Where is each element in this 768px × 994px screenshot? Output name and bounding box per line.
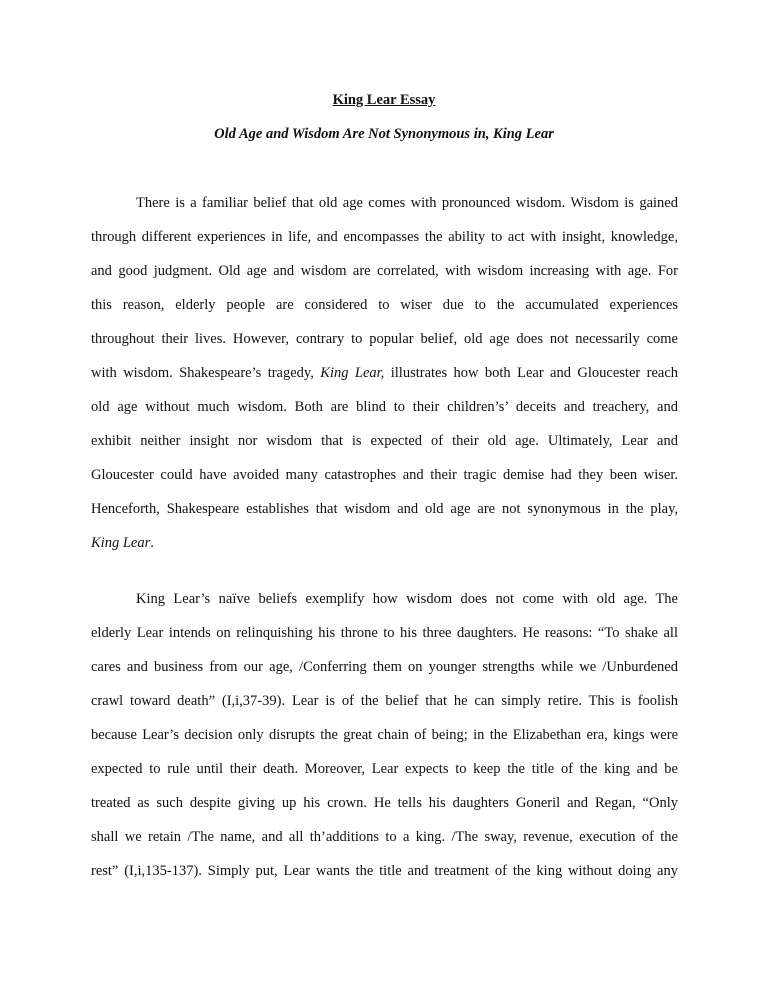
text-line: Henceforth, Shakespeare establishes that wisdom and old age are not synonymous in the play, xyxy=(91,501,678,517)
text-segment: with wisdom. Shakespeare’s tragedy, xyxy=(91,365,314,381)
text-line: King Lear’s naïve beliefs exemplify how wisdom does not come with old age. The xyxy=(136,591,678,607)
play-title-italic: King Lear, xyxy=(320,365,385,381)
essay-subtitle: Old Age and Wisdom Are Not Synonymous in, King Lear xyxy=(214,126,554,142)
text-line: crawl toward death” (I,i,37-39). Lear is of the belief that he can simply retire. This is foolish xyxy=(91,693,678,709)
play-title-italic: King Lear xyxy=(91,535,151,551)
paragraph-2 xyxy=(91,588,678,894)
text-line: and good judgment. Old age and wisdom are correlated, with wisdom increasing with age. For xyxy=(91,263,678,279)
text-line: this reason, elderly people are considered to wiser due to the accumulated experiences xyxy=(91,297,678,313)
essay-title: King Lear Essay xyxy=(332,92,436,108)
text-line: throughout their lives. However, contrary to popular belief, old age does not necessarily come xyxy=(91,331,678,347)
text-line: treated as such despite giving up his crown. He tells his daughters Goneril and Regan, “Only xyxy=(91,795,678,811)
text-line: shall we retain /The name, and all th’additions to a king. /The sway, revenue, execution of the xyxy=(91,829,678,845)
text-line: cares and business from our age, /Conferring them on younger strengths while we /Unburdened xyxy=(91,659,678,675)
text-line: elderly Lear intends on relinquishing his throne to his three daughters. He reasons: “To shake all xyxy=(91,625,678,641)
text-line: There is a familiar belief that old age comes with pronounced wisdom. Wisdom is gained xyxy=(136,195,678,211)
text-line: because Lear’s decision only disrupts the great chain of being; in the Elizabethan era, kings were xyxy=(91,727,678,743)
text-line-last xyxy=(91,532,678,566)
text-line-mixed xyxy=(91,362,678,396)
text-line: rest” (I,i,135-137). Simply put, Lear wants the title and treatment of the king without doing any xyxy=(91,863,678,879)
text-line: old age without much wisdom. Both are blind to their children’s’ deceits and treachery, and xyxy=(91,399,678,415)
paragraph-1 xyxy=(91,192,678,566)
text-line: Gloucester could have avoided many catastrophes and their tragic demise had they been wiser. xyxy=(91,467,678,483)
text-segment: . xyxy=(150,535,154,551)
text-line: expected to rule until their death. Moreover, Lear expects to keep the title of the king and be xyxy=(91,761,678,777)
text-line: through different experiences in life, and encompasses the ability to act with insight, knowledge, xyxy=(91,229,678,245)
text-segment: illustrates how both Lear and Gloucester reach xyxy=(390,365,679,381)
text-line: exhibit neither insight nor wisdom that is expected of their old age. Ultimately, Lear and xyxy=(91,433,678,449)
